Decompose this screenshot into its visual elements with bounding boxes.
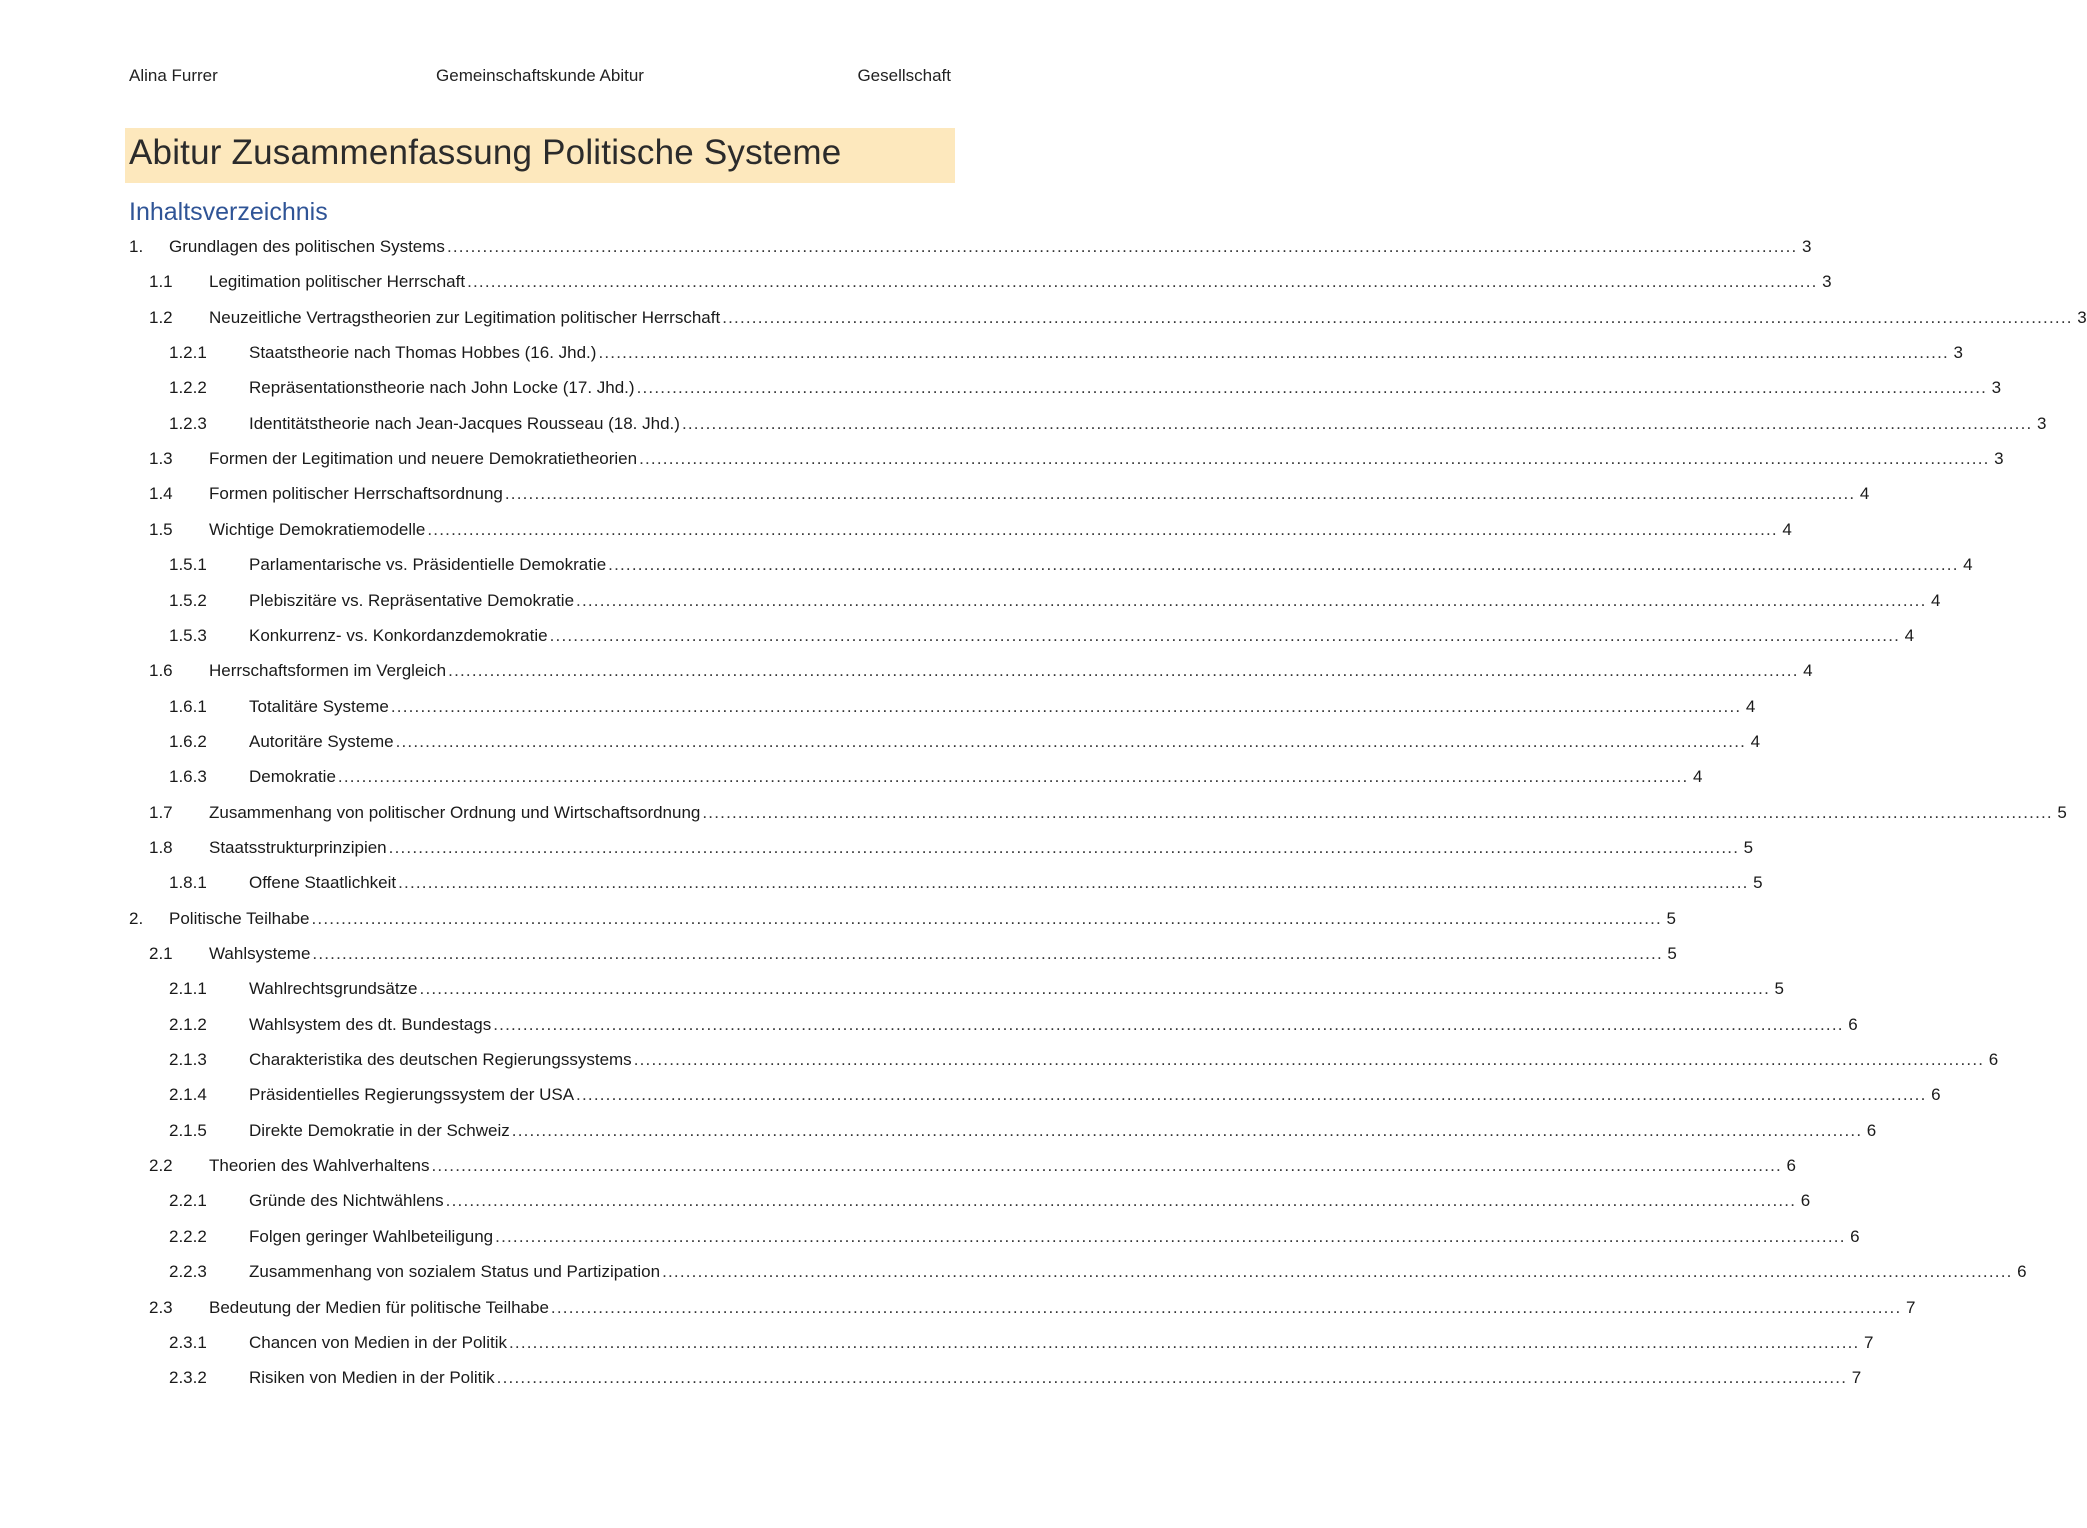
- toc-dot-leader: ....................................................................................................................................................................................................................................: [431, 1156, 1782, 1176]
- toc-dot-leader: ....................................................................................................................................................................................................................................: [395, 731, 1747, 751]
- toc-dot-leader: ....................................................................................................................................................................................................................................: [633, 1050, 1985, 1070]
- toc-entry-number: 2.2.3: [169, 1262, 207, 1282]
- toc-entry[interactable]: [0, 547, 1973, 582]
- toc-dot-leader: ....................................................................................................................................................................................................................................: [576, 590, 1927, 610]
- toc-entry-line: [249, 1007, 1858, 1042]
- toc-entry-label: Charakteristika des deutschen Regierungssystems: [249, 1050, 632, 1070]
- toc-entry-page: 4: [1692, 767, 1703, 787]
- toc-entry-label: Risiken von Medien in der Politik: [249, 1368, 495, 1388]
- toc-dot-leader: ....................................................................................................................................................................................................................................: [388, 837, 1740, 857]
- toc-entry[interactable]: [0, 476, 1870, 511]
- toc-entry-label: Wahlsysteme: [209, 944, 311, 963]
- toc-entry-page: 6: [1786, 1156, 1796, 1176]
- toc-entry-page: 3: [1991, 378, 2002, 398]
- toc-dot-leader: ....................................................................................................................................................................................................................................: [495, 1226, 1846, 1246]
- toc-dot-leader: ....................................................................................................................................................................................................................................: [467, 272, 1818, 292]
- toc-entry[interactable]: [0, 724, 1761, 759]
- toc-entry-line: [209, 264, 1832, 299]
- toc-entry-line: [249, 689, 1756, 724]
- toc-entry[interactable]: [0, 1113, 1877, 1148]
- toc-entry-page: 4: [1859, 484, 1870, 504]
- toc-entry-number: 2.2: [149, 1156, 173, 1176]
- toc-dot-leader: ....................................................................................................................................................................................................................................: [511, 1120, 1863, 1140]
- toc-entry-line: [249, 370, 2002, 405]
- toc-entry-line: [209, 441, 2004, 476]
- toc-entry-number: 1.5.1: [169, 555, 207, 575]
- toc-dot-leader: ....................................................................................................................................................................................................................................: [312, 944, 1663, 963]
- toc-entry-number: 1.6.2: [169, 731, 207, 751]
- toc-entry-page: 4: [1963, 555, 1973, 575]
- toc-entry-number: 1.2.3: [169, 413, 207, 433]
- toc-entry-label: Formen politischer Herrschaftsordnung: [209, 484, 503, 504]
- toc-dot-leader: ....................................................................................................................................................................................................................................: [702, 802, 2053, 822]
- toc-dot-leader: ....................................................................................................................................................................................................................................: [398, 873, 1749, 893]
- toc-dot-leader: ....................................................................................................................................................................................................................................: [550, 1297, 1902, 1317]
- toc-dot-leader: ....................................................................................................................................................................................................................................: [445, 1191, 1797, 1211]
- toc-entry-number: 2.3.2: [169, 1368, 207, 1388]
- toc-dot-leader: ....................................................................................................................................................................................................................................: [722, 307, 2073, 327]
- header-course: Gemeinschaftskunde Abitur: [436, 66, 644, 85]
- toc-entry-page: 6: [1931, 1085, 1941, 1105]
- header-author: Alina Furrer: [129, 66, 218, 85]
- toc-dot-leader: ....................................................................................................................................................................................................................................: [337, 767, 1689, 787]
- toc-entry-number: 1.2.1: [169, 343, 207, 363]
- toc-entry-number: 1.8: [149, 837, 173, 857]
- toc-entry-label: Zusammenhang von politischer Ordnung und Wirtschaftsordnung: [209, 802, 701, 822]
- toc-entry-label: Identitätstheorie nach Jean-Jacques Rousseau (18. Jhd.): [249, 413, 680, 433]
- toc-entry-number: 1.7: [149, 802, 173, 822]
- toc-entry-label: Konkurrenz- vs. Konkordanzdemokratie: [249, 625, 548, 645]
- toc-entry-label: Bedeutung der Medien für politische Teilhabe: [209, 1297, 549, 1317]
- toc-entry[interactable]: [0, 1325, 1874, 1360]
- toc-entry-line: [209, 1148, 1796, 1183]
- toc-entry[interactable]: [0, 689, 1756, 724]
- toc-entry[interactable]: [0, 795, 2067, 830]
- toc-entry-number: 2.3.1: [169, 1332, 207, 1352]
- toc-entry-page: 5: [2057, 802, 2067, 822]
- toc-entry-label: Plebiszitäre vs. Repräsentative Demokratie: [249, 590, 575, 610]
- toc-dot-leader: ....................................................................................................................................................................................................................................: [311, 908, 1662, 928]
- toc-entry[interactable]: [0, 1007, 1858, 1042]
- toc-entry-number: 2.1.3: [169, 1050, 207, 1070]
- toc-entry-line: [249, 1219, 1860, 1254]
- toc-entry-number: 1.5: [149, 519, 173, 539]
- toc-entry-line: [249, 865, 1763, 900]
- toc-dot-leader: ....................................................................................................................................................................................................................................: [681, 413, 2033, 433]
- toc-entry-line: [249, 1360, 1862, 1395]
- toc-dot-leader: ....................................................................................................................................................................................................................................: [549, 625, 1901, 645]
- toc-entry-label: Wichtige Demokratiemodelle: [209, 519, 426, 539]
- toc-entry[interactable]: [0, 1360, 1862, 1395]
- toc-entry[interactable]: [0, 971, 1784, 1006]
- toc-dot-leader: ....................................................................................................................................................................................................................................: [448, 661, 1799, 681]
- toc-entry-label: Parlamentarische vs. Präsidentielle Demokratie: [249, 555, 607, 575]
- toc-entry-label: Formen der Legitimation und neuere Demokratietheorien: [209, 449, 638, 469]
- toc-entry[interactable]: [0, 1183, 1811, 1218]
- toc-dot-leader: ....................................................................................................................................................................................................................................: [598, 343, 1949, 363]
- toc-dot-leader: ....................................................................................................................................................................................................................................: [508, 1332, 1860, 1352]
- toc-entry-number: 1.5.2: [169, 590, 207, 610]
- toc-entry-line: [209, 512, 1792, 547]
- toc-entry-number: 1.6: [149, 661, 173, 681]
- toc-entry-number: 1.2.2: [169, 378, 207, 398]
- toc-entry-label: Chancen von Medien in der Politik: [249, 1332, 507, 1352]
- toc-dot-leader: ....................................................................................................................................................................................................................................: [639, 449, 1990, 469]
- toc-entry-page: 6: [1866, 1120, 1877, 1140]
- toc-entry-line: [249, 1042, 1999, 1077]
- page-header: [129, 66, 951, 90]
- toc-entry-line: [249, 1325, 1874, 1360]
- toc-dot-leader: ....................................................................................................................................................................................................................................: [504, 484, 1856, 504]
- toc-entry-line: [209, 936, 1677, 971]
- toc-entry[interactable]: [0, 370, 2002, 405]
- toc-entry-label: Demokratie: [249, 767, 336, 787]
- toc-entry-line: [209, 476, 1870, 511]
- toc-dot-leader: ....................................................................................................................................................................................................................................: [576, 1085, 1927, 1105]
- toc-entry[interactable]: [0, 1042, 1999, 1077]
- toc-entry-line: [249, 1113, 1877, 1148]
- toc-entry-label: Theorien des Wahlverhaltens: [209, 1156, 430, 1176]
- toc-entry-number: 2.: [129, 908, 144, 928]
- toc-entry[interactable]: [0, 1148, 1796, 1183]
- toc-entry[interactable]: [0, 618, 1915, 653]
- toc-entry-page: 6: [1848, 1014, 1858, 1034]
- toc-dot-leader: ....................................................................................................................................................................................................................................: [636, 378, 1988, 398]
- toc-entry-line: [249, 759, 1703, 794]
- toc-entry-page: 3: [1801, 237, 1812, 256]
- toc-entry-number: 2.1.2: [169, 1014, 207, 1034]
- toc-entry-number: 1.3: [149, 449, 173, 469]
- toc-entry-page: 4: [1750, 731, 1761, 751]
- toc-dot-leader: ....................................................................................................................................................................................................................................: [662, 1262, 2013, 1282]
- toc-entry[interactable]: [0, 830, 1754, 865]
- toc-entry-label: Totalitäre Systeme: [249, 696, 389, 716]
- toc-entry-number: 2.2.2: [169, 1226, 207, 1246]
- toc-entry-number: 2.1: [149, 944, 173, 963]
- toc-entry[interactable]: [0, 901, 1676, 936]
- toc-dot-leader: ....................................................................................................................................................................................................................................: [390, 696, 1742, 716]
- toc-entry-page: 6: [1988, 1050, 1999, 1070]
- toc-entry-number: 1.6.3: [169, 767, 207, 787]
- toc-entry-page: 5: [1667, 944, 1677, 963]
- toc-dot-leader: ....................................................................................................................................................................................................................................: [608, 555, 1959, 575]
- toc-entry[interactable]: [0, 512, 1792, 547]
- document-title: Abitur Zusammenfassung Politische Systeme: [129, 133, 842, 172]
- toc-entry-label: Gründe des Nichtwählens: [249, 1191, 444, 1211]
- toc-entry-number: 2.3: [149, 1297, 173, 1317]
- toc-entry-page: 4: [1803, 661, 1813, 681]
- toc-entry-line: [249, 547, 1973, 582]
- toc-entry-line: [169, 901, 1676, 936]
- toc-entry-number: 2.1.4: [169, 1085, 207, 1105]
- toc-entry-page: 7: [1864, 1332, 1874, 1352]
- toc-entry-number: 1.8.1: [169, 873, 207, 893]
- toc-entry-number: 1.4: [149, 484, 173, 504]
- toc-entry-page: 5: [1666, 908, 1676, 928]
- toc-entry[interactable]: [0, 583, 1941, 618]
- toc-entry-label: Grundlagen des politischen Systems: [169, 237, 445, 256]
- toc-entry-page: 5: [1774, 979, 1784, 999]
- toc-entry[interactable]: [0, 441, 2004, 476]
- toc-entry-number: 1.6.1: [169, 696, 207, 716]
- toc-entry[interactable]: [0, 1254, 2027, 1289]
- toc-entry-page: 5: [1743, 837, 1754, 857]
- toc-entry[interactable]: [0, 264, 1832, 299]
- toc-entry-label: Repräsentationstheorie nach John Locke (17. Jhd.): [249, 378, 635, 398]
- toc-entry-label: Direkte Demokratie in der Schweiz: [249, 1120, 510, 1140]
- toc-entry-label: Staatsstrukturprinzipien: [209, 837, 387, 857]
- toc-entry-line: [249, 583, 1941, 618]
- toc-entry-line: [249, 971, 1784, 1006]
- toc-entry-label: Folgen geringer Wahlbeteiligung: [249, 1226, 494, 1246]
- toc-entry[interactable]: [0, 759, 1703, 794]
- toc-entry-page: 4: [1782, 519, 1792, 539]
- toc-entry[interactable]: [0, 335, 1963, 370]
- toc-entry[interactable]: [0, 300, 2087, 335]
- toc-entry[interactable]: [0, 653, 1813, 688]
- toc-entry-number: 2.1.5: [169, 1120, 207, 1140]
- toc-entry-line: [249, 1077, 1941, 1112]
- toc-entry-line: [209, 1290, 1916, 1325]
- toc-entry-line: [209, 300, 2087, 335]
- toc-dot-leader: ....................................................................................................................................................................................................................................: [496, 1368, 1848, 1388]
- toc-entry-page: 7: [1905, 1297, 1916, 1317]
- toc-entry-page: 3: [1994, 449, 2004, 469]
- toc-entry[interactable]: [0, 406, 2047, 441]
- toc-entry-label: Präsidentielles Regierungssystem der USA: [249, 1085, 575, 1105]
- toc-entry-label: Staatstheorie nach Thomas Hobbes (16. Jhd.): [249, 343, 597, 363]
- toc-entry-page: 4: [1745, 696, 1756, 716]
- toc-entry-page: 6: [1850, 1226, 1860, 1246]
- header-topic: Gesellschaft: [857, 66, 951, 85]
- toc-entry-page: 3: [2036, 413, 2047, 433]
- toc-dot-leader: ....................................................................................................................................................................................................................................: [427, 519, 1778, 539]
- toc-entry-label: Wahlsystem des dt. Bundestags: [249, 1014, 492, 1034]
- toc-entry-label: Herrschaftsformen im Vergleich: [209, 661, 447, 681]
- toc-entry-label: Legitimation politischer Herrschaft: [209, 272, 466, 292]
- toc-entry-number: 1.: [129, 237, 144, 256]
- toc-entry-line: [169, 229, 1812, 264]
- toc-dot-leader: ....................................................................................................................................................................................................................................: [446, 237, 1798, 256]
- toc-entry[interactable]: [0, 936, 1677, 971]
- toc-entry-line: [209, 830, 1754, 865]
- toc-entry-line: [249, 724, 1761, 759]
- toc-entry-page: 3: [1822, 272, 1832, 292]
- toc-entry-page: 4: [1904, 625, 1915, 645]
- toc-entry-page: 5: [1753, 873, 1763, 893]
- toc-entry[interactable]: [0, 865, 1763, 900]
- toc-entry-line: [209, 795, 2067, 830]
- toc-entry[interactable]: [0, 1290, 1916, 1325]
- toc-entry-page: 3: [2077, 307, 2087, 327]
- toc-entry-line: [249, 406, 2047, 441]
- toc-entry-line: [209, 653, 1813, 688]
- toc-dot-leader: ....................................................................................................................................................................................................................................: [419, 979, 1770, 999]
- toc-entry-label: Wahlrechtsgrundsätze: [249, 979, 418, 999]
- toc-entry-number: 1.5.3: [169, 625, 207, 645]
- title-band: [125, 128, 955, 183]
- toc-entry-label: Zusammenhang von sozialem Status und Partizipation: [249, 1262, 661, 1282]
- toc-entry-page: 6: [2017, 1262, 2027, 1282]
- toc-entry-line: [249, 335, 1963, 370]
- toc-entry-label: Autoritäre Systeme: [249, 731, 394, 751]
- toc-entry-number: 1.1: [149, 272, 173, 292]
- toc-entry-page: 3: [1953, 343, 1963, 363]
- toc-entry-page: 6: [1800, 1191, 1811, 1211]
- toc-entry-page: 4: [1931, 590, 1941, 610]
- toc-entry-number: 2.2.1: [169, 1191, 207, 1211]
- toc-entry[interactable]: [0, 1077, 1941, 1112]
- toc-entry-label: Neuzeitliche Vertragstheorien zur Legitimation politischer Herrschaft: [209, 307, 721, 327]
- toc-entry-line: [249, 618, 1915, 653]
- toc-entry-line: [249, 1183, 1811, 1218]
- toc-heading: Inhaltsverzeichnis: [129, 198, 328, 226]
- toc-entry-label: Offene Staatlichkeit: [249, 873, 397, 893]
- toc-dot-leader: ....................................................................................................................................................................................................................................: [493, 1014, 1844, 1034]
- toc-entry-number: 1.2: [149, 307, 173, 327]
- toc-entry[interactable]: [0, 1219, 1860, 1254]
- toc-entry[interactable]: [0, 229, 1812, 264]
- toc-entry-label: Politische Teilhabe: [169, 908, 310, 928]
- toc-entry-line: [249, 1254, 2027, 1289]
- toc-entry-page: 7: [1851, 1368, 1862, 1388]
- toc-entry-number: 2.1.1: [169, 979, 207, 999]
